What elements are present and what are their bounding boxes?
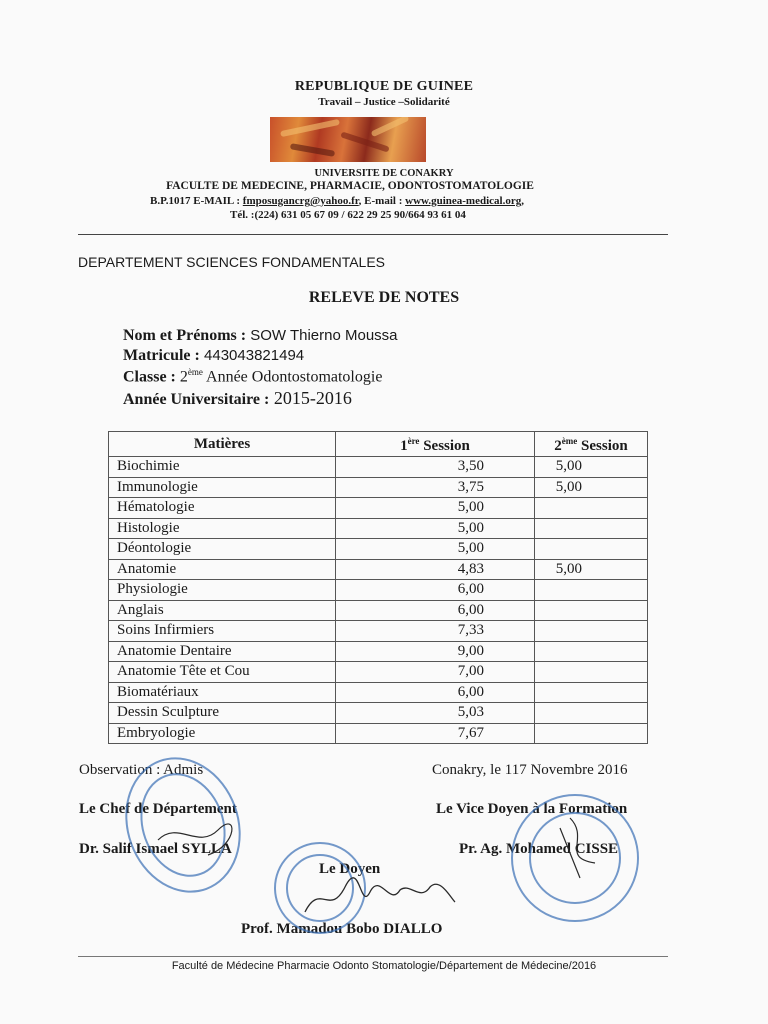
phone-line: Tél. :(224) 631 05 67 09 / 622 29 25 90/664 93 61 04 xyxy=(230,209,466,221)
university-name: UNIVERSITE DE CONAKRY xyxy=(314,168,454,179)
session-1-cell: 3,50 xyxy=(336,457,535,478)
header-subjects: Matières xyxy=(109,432,336,457)
session-2-cell: 5,00 xyxy=(535,457,648,478)
session-2-cell xyxy=(535,682,648,703)
session-2-cell xyxy=(535,723,648,744)
subject-cell: Anatomie Dentaire xyxy=(109,641,336,662)
faculty-name: FACULTE DE MEDECINE, PHARMACIE, ODONTOSTOMATOLOGIE xyxy=(166,180,534,192)
vice-dean-title: Le Vice Doyen à la Formation xyxy=(436,801,628,817)
session-1-cell: 7,67 xyxy=(336,723,535,744)
subject-cell: Immunologie xyxy=(109,477,336,498)
country-heading: REPUBLIQUE DE GUINEE xyxy=(294,79,474,94)
website-link: www.guinea-medical.org xyxy=(405,195,522,207)
session-1-cell: 6,00 xyxy=(336,600,535,621)
department-name: DEPARTEMENT SCIENCES FONDAMENTALES xyxy=(78,254,386,270)
session-2-cell xyxy=(535,518,648,539)
session-2-cell xyxy=(535,600,648,621)
footer-divider xyxy=(78,956,668,957)
session-1-cell: 3,75 xyxy=(336,477,535,498)
vice-dean-name: Pr. Ag. Mohamed CISSE xyxy=(459,841,619,857)
table-row xyxy=(109,539,648,560)
contact-line: B.P.1017 E-MAIL : fmposugancrg@yahoo.fr, E-mail : www.guinea-medical.org, xyxy=(150,195,524,207)
dean-signature-icon xyxy=(300,872,460,922)
header-divider xyxy=(78,234,668,235)
subject-cell: Anatomie Tête et Cou xyxy=(109,662,336,683)
table-row xyxy=(109,682,648,703)
table-row xyxy=(109,723,648,744)
table-row xyxy=(109,703,648,724)
matricule-line: Matricule : 443043821494 xyxy=(123,347,305,364)
session-2-cell xyxy=(535,641,648,662)
session-2-cell xyxy=(535,498,648,519)
table-row xyxy=(109,498,648,519)
table-row xyxy=(109,580,648,601)
session-2-cell xyxy=(535,703,648,724)
subject-cell: Physiologie xyxy=(109,580,336,601)
header-session-2: 2ème Session xyxy=(535,432,648,457)
table-header-row xyxy=(109,432,648,457)
session-1-cell: 9,00 xyxy=(336,641,535,662)
issue-date: Conakry, le 117 Novembre 2016 xyxy=(432,762,628,778)
session-1-cell: 6,00 xyxy=(336,580,535,601)
dept-head-name: Dr. Salif Ismael SYLLA xyxy=(79,841,232,857)
national-motto: Travail – Justice –Solidarité xyxy=(318,96,450,108)
subject-cell: Anglais xyxy=(109,600,336,621)
dean-title: Le Doyen xyxy=(319,861,381,877)
subject-cell: Biochimie xyxy=(109,457,336,478)
session-2-cell: 5,00 xyxy=(535,477,648,498)
document-title: RELEVE DE NOTES xyxy=(308,289,460,306)
footer-text: Faculté de Médecine Pharmacie Odonto Stomatologie/Département de Médecine/2016 xyxy=(171,960,597,972)
session-2-cell xyxy=(535,621,648,642)
session-1-cell: 5,00 xyxy=(336,498,535,519)
subject-cell: Hématologie xyxy=(109,498,336,519)
dept-head-title: Le Chef de Département xyxy=(79,801,237,817)
header-session-1: 1ère Session xyxy=(336,432,535,457)
session-1-cell: 6,00 xyxy=(336,682,535,703)
table-row xyxy=(109,641,648,662)
session-1-cell: 5,00 xyxy=(336,518,535,539)
table-row xyxy=(109,621,648,642)
subject-cell: Embryologie xyxy=(109,723,336,744)
email-link: fmposugancrg@yahoo.fr xyxy=(242,195,359,207)
session-2-cell xyxy=(535,662,648,683)
table-row xyxy=(109,559,648,580)
session-2-cell xyxy=(535,539,648,560)
table-row xyxy=(109,518,648,539)
student-name-line: Nom et Prénoms : SOW Thierno Moussa xyxy=(123,327,398,344)
table-row xyxy=(109,662,648,683)
table-row xyxy=(109,600,648,621)
subject-cell: Anatomie xyxy=(109,559,336,580)
subject-cell: Dessin Sculpture xyxy=(109,703,336,724)
session-1-cell: 4,83 xyxy=(336,559,535,580)
subject-cell: Histologie xyxy=(109,518,336,539)
grades-table xyxy=(108,431,648,744)
table-row xyxy=(109,457,648,478)
academic-year-line: Année Universitaire : 2015-2016 xyxy=(123,388,352,408)
session-1-cell: 5,00 xyxy=(336,539,535,560)
subject-cell: Biomatériaux xyxy=(109,682,336,703)
session-2-cell xyxy=(535,580,648,601)
observation: Observation : Admis xyxy=(79,762,204,778)
subject-cell: Soins Infirmiers xyxy=(109,621,336,642)
table-row xyxy=(109,477,648,498)
session-1-cell: 5,03 xyxy=(336,703,535,724)
classe-line: Classe : 2ème Année Odontostomatologie xyxy=(123,367,383,386)
faculty-banner-image xyxy=(270,117,426,162)
dean-name: Prof. Mamadou Bobo DIALLO xyxy=(241,921,443,937)
session-1-cell: 7,33 xyxy=(336,621,535,642)
session-2-cell: 5,00 xyxy=(535,559,648,580)
session-1-cell: 7,00 xyxy=(336,662,535,683)
subject-cell: Déontologie xyxy=(109,539,336,560)
